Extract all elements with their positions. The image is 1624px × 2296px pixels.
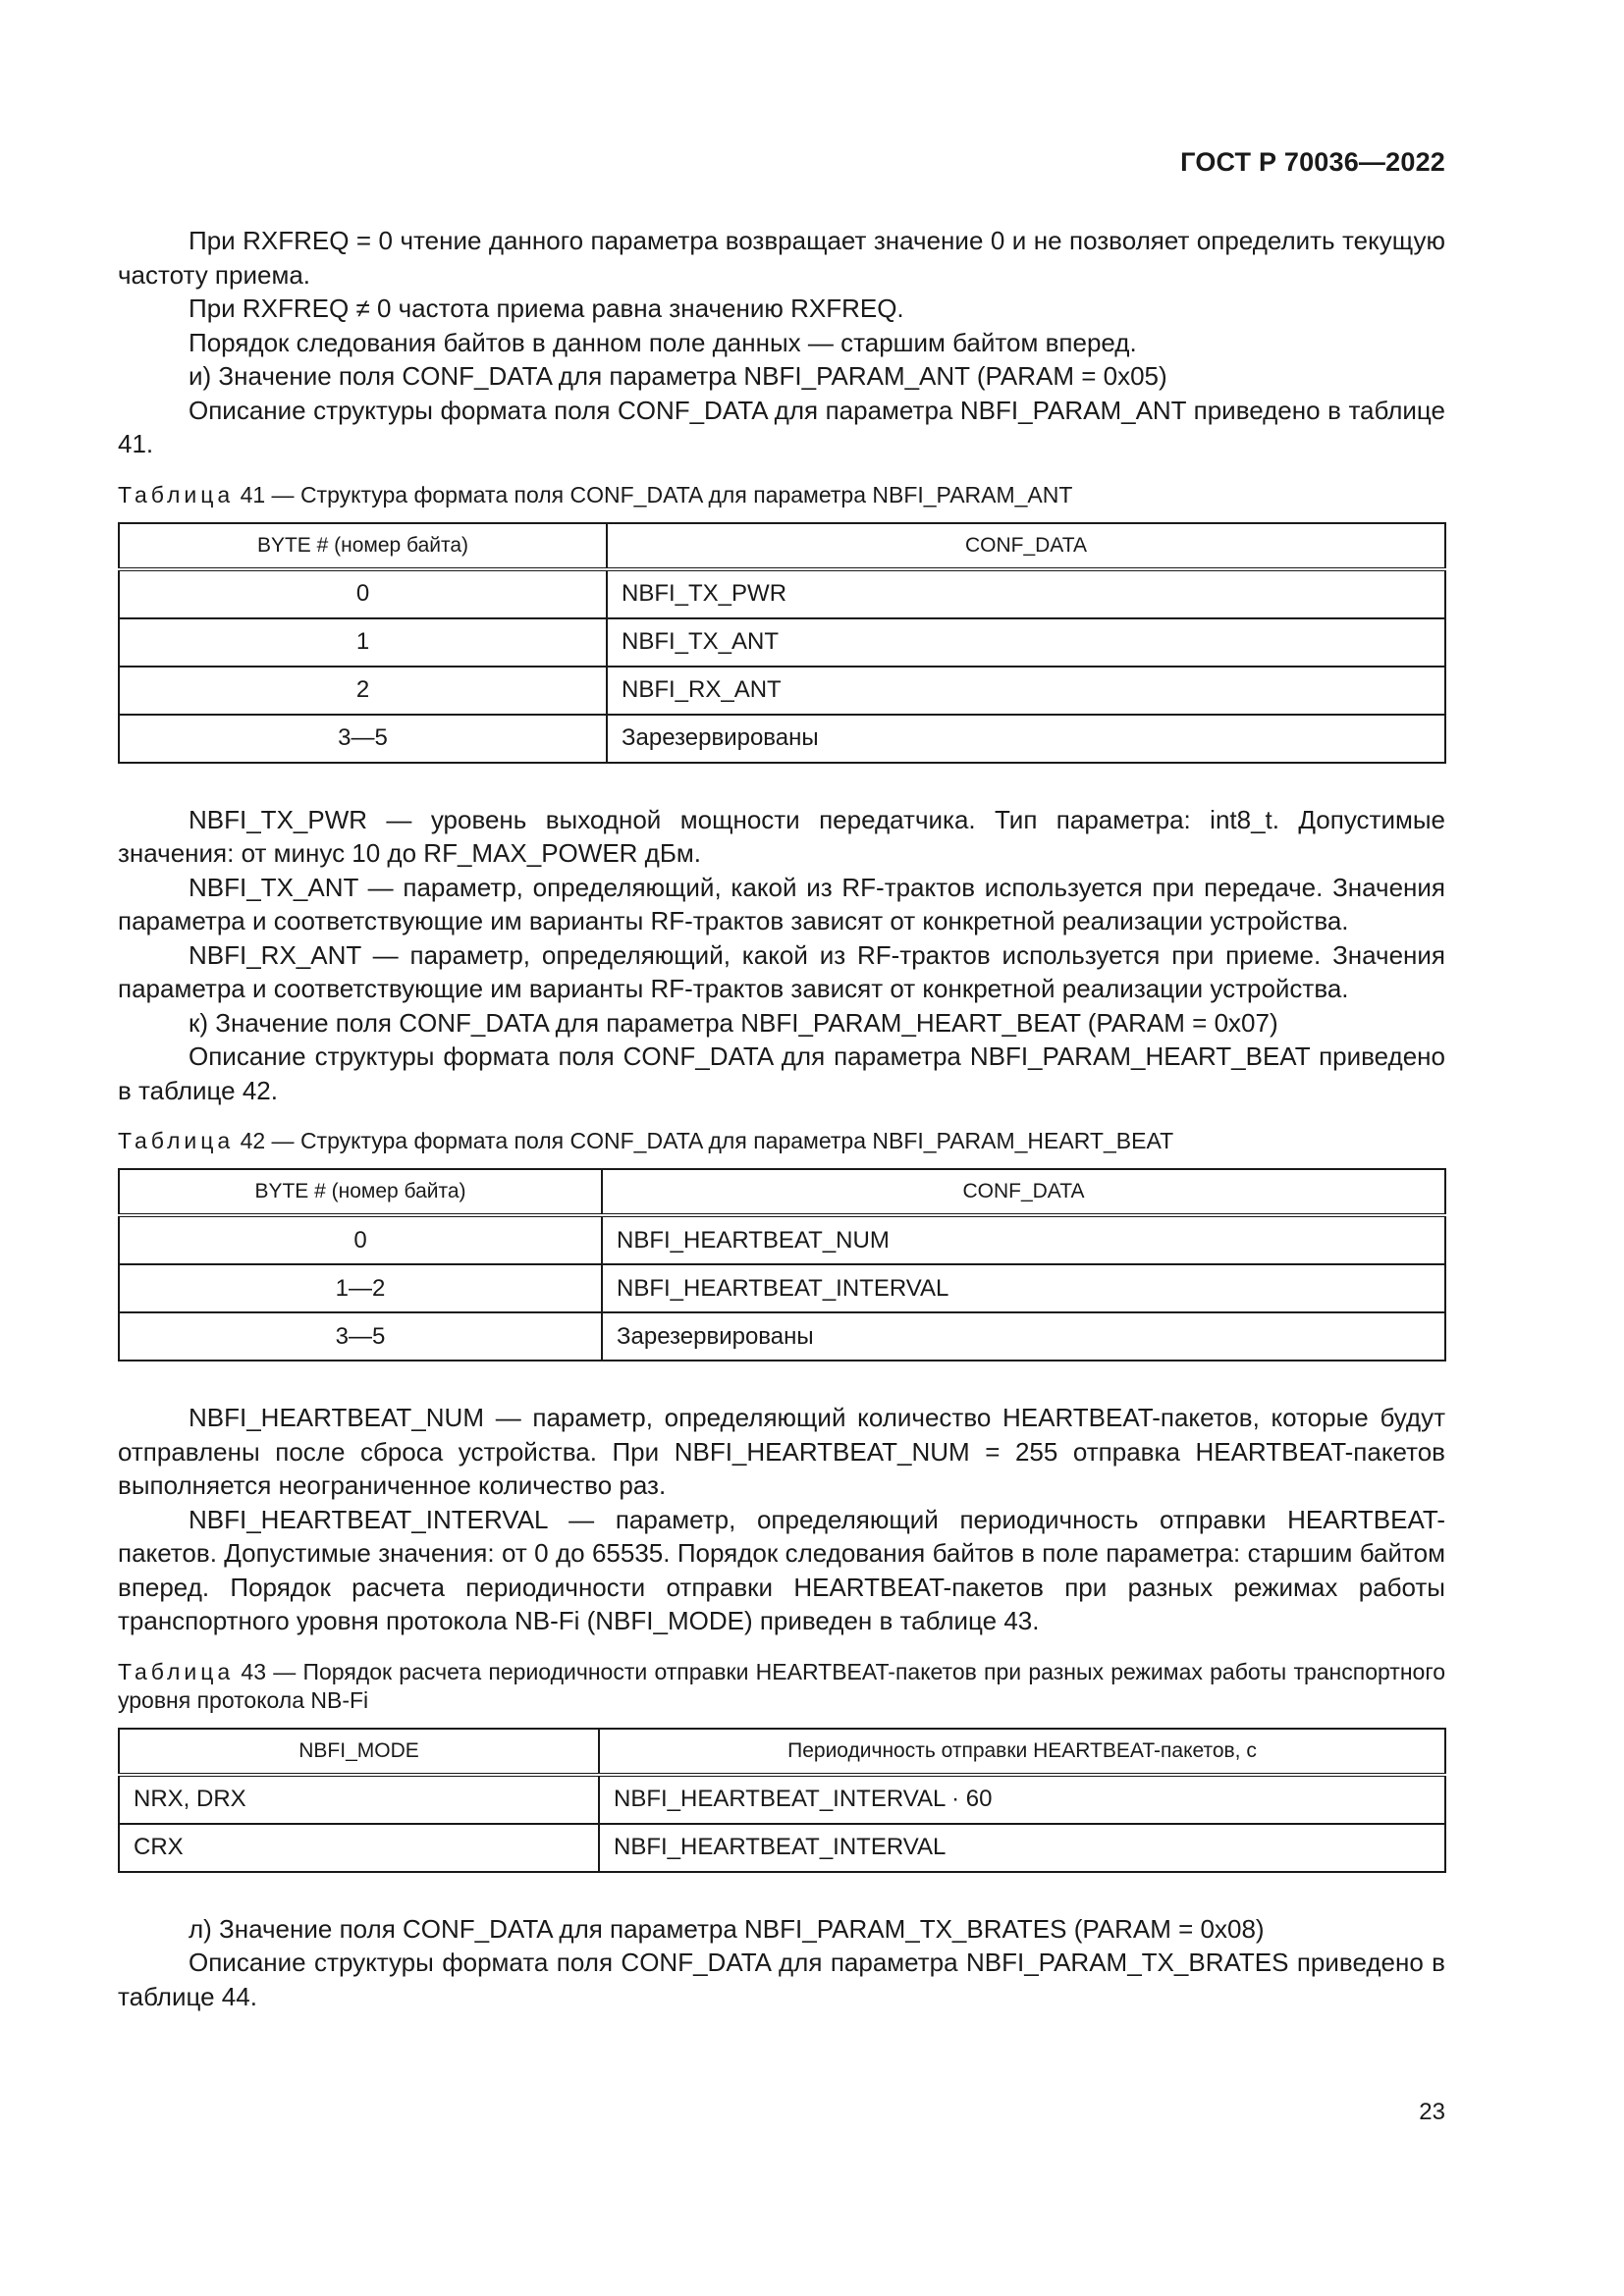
document-header: ГОСТ Р 70036—2022 — [1180, 147, 1445, 177]
table-41-caption — [118, 481, 1445, 509]
table-row — [119, 1775, 1445, 1824]
paragraph: NBFI_TX_ANT — параметр, определяющий, какой из RF-трактов используется при передаче. Значения параметра и соответствующие им варианты RF-трактов зависят от конкретной реализации устройства. — [118, 872, 1445, 935]
caption-text: 42 — Структура формата поля CONF_DATA для параметра NBFI_PARAM_HEART_BEAT — [240, 1128, 1174, 1153]
table-cell: Зарезервированы — [607, 715, 1445, 763]
caption-label: Таблица — [118, 1128, 235, 1153]
table-row — [119, 1312, 1445, 1361]
paragraph: При RXFREQ ≠ 0 частота приема равна значению RXFREQ. — [189, 294, 904, 323]
paragraph: Описание структуры формата поля CONF_DATA для параметра NBFI_PARAM_TX_BRATES приведено в таблице 44. — [118, 1948, 1445, 2011]
column-header-period: Периодичность отправки HEARTBEAT-пакетов, с — [599, 1729, 1445, 1775]
table-cell: NBFI_TX_PWR — [607, 569, 1445, 618]
column-header-mode: NBFI_MODE — [119, 1729, 599, 1775]
paragraph: и) Значение поля CONF_DATA для параметра NBFI_PARAM_ANT (PARAM = 0x05) — [189, 361, 1167, 391]
table-row — [119, 618, 1445, 667]
table-cell: 0 — [119, 569, 607, 618]
table-cell: Зарезервированы — [602, 1312, 1445, 1361]
paragraph: Описание структуры формата поля CONF_DATA для параметра NBFI_PARAM_ANT приведено в таблице 41. — [118, 395, 1445, 458]
table-row — [119, 667, 1445, 715]
column-header-byte: BYTE # (номер байта) — [119, 523, 607, 569]
column-header-byte: BYTE # (номер байта) — [119, 1169, 602, 1215]
paragraph: NBFI_TX_PWR — уровень выходной мощности передатчика. Тип параметра: int8_t. Допустимые значения: от минус 10 до RF_MAX_POWER дБм. — [118, 804, 1445, 868]
table-row — [119, 715, 1445, 763]
table-cell: NBFI_HEARTBEAT_INTERVAL — [599, 1824, 1445, 1872]
table-42 — [118, 1168, 1446, 1362]
table-header-row — [119, 523, 1445, 569]
paragraph: Порядок следования байтов в данном поле данных — старшим байтом вперед. — [189, 327, 1137, 357]
column-header-conf-data: CONF_DATA — [602, 1169, 1445, 1215]
table-cell: 2 — [119, 667, 607, 715]
paragraph: NBFI_RX_ANT — параметр, определяющий, какой из RF-трактов используется при приеме. Значения параметра и соответствующие им варианты RF-трактов зависят от конкретной реализации устройства. — [118, 939, 1445, 1003]
caption-label: Таблица — [118, 481, 235, 507]
table-cell: NRX, DRX — [119, 1775, 599, 1824]
table-row — [119, 569, 1445, 618]
page-body — [118, 224, 1445, 2013]
paragraph: Описание структуры формата поля CONF_DATA для параметра NBFI_PARAM_HEART_BEAT приведено в таблице 42. — [118, 1041, 1445, 1105]
table-row — [119, 1264, 1445, 1312]
paragraph: л) Значение поля CONF_DATA для параметра NBFI_PARAM_TX_BRATES (PARAM = 0x08) — [189, 1913, 1265, 1944]
paragraph: NBFI_HEARTBEAT_NUM — параметр, определяющий количество HEARTBEAT-пакетов, которые будут отправлены после сброса устройства. При NBFI_HEARTBEAT_NUM = 255 отправка HEARTBEAT-пакетов выполняется неограниченное количество раз. — [118, 1403, 1445, 1500]
table-cell: NBFI_RX_ANT — [607, 667, 1445, 715]
caption-text: 43 — Порядок расчета периодичности отправки HEARTBEAT-пакетов при разных режимах работы транспортного уровня протокола NB-Fi — [118, 1658, 1445, 1713]
table-cell: 0 — [119, 1215, 602, 1264]
caption-text: 41 — Структура формата поля CONF_DATA для параметра NBFI_PARAM_ANT — [240, 481, 1073, 507]
table-cell: 1—2 — [119, 1264, 602, 1312]
table-43 — [118, 1728, 1446, 1873]
table-row — [119, 1824, 1445, 1872]
table-cell: NBFI_HEARTBEAT_INTERVAL — [602, 1264, 1445, 1312]
table-header-row — [119, 1729, 1445, 1775]
table-cell: NBFI_HEARTBEAT_NUM — [602, 1215, 1445, 1264]
table-cell: 3—5 — [119, 1312, 602, 1361]
table-cell: NBFI_TX_ANT — [607, 618, 1445, 667]
table-42-caption — [118, 1127, 1445, 1155]
table-41 — [118, 522, 1446, 764]
table-header-row — [119, 1169, 1445, 1215]
table-cell: 3—5 — [119, 715, 607, 763]
table-43-caption — [118, 1658, 1445, 1715]
table-cell: NBFI_HEARTBEAT_INTERVAL · 60 — [599, 1775, 1445, 1824]
paragraph: При RXFREQ = 0 чтение данного параметра возвращает значение 0 и не позволяет определить текущую частоту приема. — [118, 226, 1445, 290]
column-header-conf-data: CONF_DATA — [607, 523, 1445, 569]
paragraph: NBFI_HEARTBEAT_INTERVAL — параметр, определяющий периодичность отправки HEARTBEAT-пакетов. Допустимые значения: от 0 до 65535. Порядок следования байтов в поле параметра: старшим байтом вперед. Порядок расчета периодичности отправки HEARTBEAT-пакетов при разных режимах работы транспортного уровня протокола NB-Fi (NBFI_MODE) приведен в таблице 43. — [118, 1504, 1445, 1635]
table-row — [119, 1215, 1445, 1264]
table-cell: 1 — [119, 618, 607, 667]
paragraph: к) Значение поля CONF_DATA для параметра NBFI_PARAM_HEART_BEAT (PARAM = 0x07) — [189, 1007, 1278, 1038]
table-cell: CRX — [119, 1824, 599, 1872]
caption-label: Таблица — [118, 1658, 235, 1684]
page-number: 23 — [1419, 2099, 1445, 2125]
